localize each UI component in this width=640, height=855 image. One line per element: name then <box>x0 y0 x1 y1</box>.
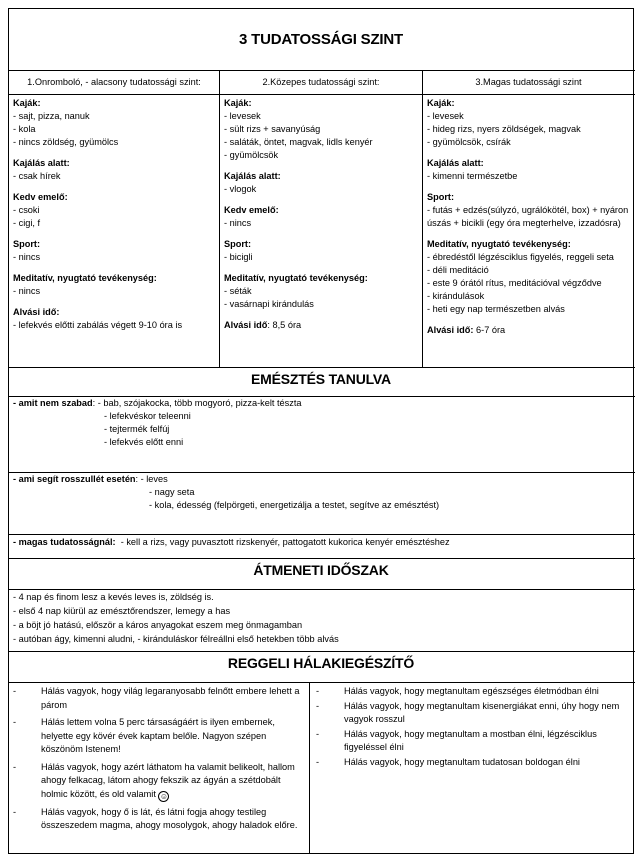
section-label: Kaják: <box>13 98 41 108</box>
helps-list <box>13 473 439 512</box>
document-title: 3 TUDATOSSÁGI SZINT <box>239 31 403 48</box>
list-item: - vlogok <box>224 184 257 194</box>
during-meal-section <box>13 157 215 183</box>
list-item: - kola, édesség (felpörgeti, energetizálja a testet, segítve az emésztést) <box>149 500 440 510</box>
section-label: Sport: <box>427 192 455 202</box>
forbidden-list <box>13 397 302 449</box>
digestion-title: EMÉSZTÉS TANULVA <box>251 370 391 387</box>
section-label: Kaják: <box>427 98 455 108</box>
section-label: Kajálás alatt: <box>427 158 484 168</box>
section-label: Kedv emelő: <box>224 205 279 215</box>
list-item-text: Hálás vagyok, hogy azért láthatom ha valamit belikeolt, hallom ahogy felkacag, látom ahogy fekszik az ágyán a szétdobált holmic között, és old valamit <box>41 761 295 799</box>
sleep-section <box>224 319 418 332</box>
sport-section <box>224 238 418 264</box>
list-item: - csak hírek <box>13 171 61 181</box>
gratitude-right-list <box>316 685 628 770</box>
meditative-section <box>427 238 630 316</box>
list-item <box>13 716 303 757</box>
list-item <box>316 756 628 770</box>
level-3-content <box>423 95 634 347</box>
forbidden-label: - amit nem szabad <box>13 398 93 408</box>
during-meal-section <box>224 170 418 196</box>
divider <box>8 682 635 683</box>
list-item: - gyümölcsök <box>224 150 279 160</box>
smiley-icon: ☺ <box>159 791 169 801</box>
gratitude-left-list <box>13 685 303 837</box>
list-item: - autóban ágy, kimenni aludni, - kiránduláskor félreállni első hetekben több alvás <box>13 634 339 644</box>
divider <box>8 534 635 535</box>
level-3-heading: 3.Magas tudatossági szint <box>475 76 582 87</box>
sport-section <box>13 238 215 264</box>
list-item <box>13 806 303 833</box>
list-item-text: Hálás lettem volna 5 perc társaságáért is ilyen embernek, helyette egy kövér évek kaptam belőle. Nagyon szépen köszönöm Istenem! <box>41 717 275 754</box>
list-item: - tejtermék felfúj <box>104 424 170 434</box>
gratitude-title: REGGELI HÁLAKIEGÉSZÍTŐ <box>227 654 415 671</box>
list-item <box>316 728 628 755</box>
level-1-content <box>9 95 219 342</box>
list-item-text: - bab, szójakocka, több mogyoró, pizza-kelt tészta <box>97 398 302 408</box>
list-item: - bicigli <box>224 252 253 262</box>
sleep-value: : 8,5 óra <box>267 320 302 330</box>
section-label: Meditatív, nyugtató tevékenység: <box>224 273 368 283</box>
list-item-text: Hálás vagyok, hogy megtanultam egészséges életmódban élni <box>344 686 599 696</box>
separator: : <box>92 398 98 408</box>
list-item: - vasárnapi kirándulás <box>224 299 314 309</box>
sleep-section <box>427 324 630 337</box>
dash: - <box>316 700 320 711</box>
high-awareness-text: - kell a rizs, vagy puvasztott rizskenyér, pattogatott kukorica kenyér emésztéshez <box>115 537 450 547</box>
list-item <box>316 700 628 727</box>
list-item: - futás + edzés(súlyzó, ugrálókötél, box) + nyáron úszás + bicikli (egy óra megterhelve, izzadósra) <box>427 205 629 228</box>
dash: - <box>13 717 17 727</box>
list-item: - sajt, pizza, nanuk <box>13 111 90 121</box>
dash: - <box>13 806 17 817</box>
section-label: Sport: <box>13 239 41 249</box>
section-label: Kajálás alatt: <box>13 158 70 168</box>
list-item: - cigi, f <box>13 218 41 228</box>
list-item-text: Hálás vagyok, hogy megtanultam tudatosan boldogan élni <box>344 756 580 767</box>
section-label: Sport: <box>224 239 252 249</box>
list-item: - saláták, öntet, magvak, lidls kenyér <box>224 137 373 147</box>
list-item: - nincs <box>13 286 41 296</box>
list-item: - levesek <box>224 111 261 121</box>
section-label: Meditatív, nyugtató tevékenység: <box>427 239 571 249</box>
section-label: Kajálás alatt: <box>224 171 281 181</box>
list-item-text: - leves <box>140 474 168 484</box>
dash: - <box>316 686 320 696</box>
list-item: - lefekvéskor teleenni <box>104 411 191 421</box>
meditative-section <box>224 272 418 311</box>
transition-list <box>13 590 339 646</box>
list-item: - sült rizs + savanyúság <box>224 124 321 134</box>
section-label: Alvási idő: <box>427 325 474 335</box>
dash: - <box>13 686 17 696</box>
sleep-value: 6-7 óra <box>473 325 506 335</box>
level-2-content <box>220 95 422 342</box>
list-item: - első 4 nap kiürül az emésztőrendszer, lemegy a has <box>13 606 231 616</box>
dash: - <box>13 761 17 772</box>
food-section <box>427 97 630 149</box>
sport-section <box>427 191 630 230</box>
food-section <box>13 97 215 149</box>
list-item: - este 9 órától rítus, meditációval végződve <box>427 278 602 288</box>
during-meal-section <box>427 157 630 183</box>
transition-title: ÁTMENETI IDŐSZAK <box>253 561 389 578</box>
column-divider <box>309 682 310 854</box>
section-label: Kaják: <box>224 98 252 108</box>
list-item-text: Hálás vagyok, hogy megtanultam a mostban élni, légzésciklus figyeléssel élni <box>344 728 597 752</box>
list-item: - a böjt jó hatású, először a káros anyagokat eszem meg önmagamban <box>13 620 303 630</box>
list-item: - nincs <box>224 218 252 228</box>
section-label: Alvási idő: <box>13 307 60 317</box>
section-label: Meditatív, nyugtató tevékenység: <box>13 273 157 283</box>
food-section <box>224 97 418 162</box>
section-label: Kedv emelő: <box>13 192 68 202</box>
list-item: - levesek <box>427 111 464 121</box>
helps-label: - ami segít rosszullét esetén <box>13 474 136 484</box>
dash: - <box>316 756 320 767</box>
list-item: - séták <box>224 286 252 296</box>
level-1-heading: 1.Onromboló, - alacsony tudatossági szint: <box>27 76 201 87</box>
list-item: - hideg rizs, nyers zöldségek, magvak <box>427 124 581 134</box>
list-item: - kirándulások <box>427 291 485 301</box>
list-item: - nincs zöldség, gyümölcs <box>13 137 119 147</box>
list-item: - 4 nap és finom lesz a kevés leves is, zöldség is. <box>13 592 214 602</box>
meditative-section <box>13 272 215 298</box>
list-item <box>13 685 303 712</box>
list-item <box>13 473 439 486</box>
list-item: - nincs <box>13 252 41 262</box>
list-item-text: Hálás vagyok, hogy világ legaranyosabb felnőtt embere lehett a párom <box>41 686 300 710</box>
level-2-heading: 2.Közepes tudatossági szint: <box>262 76 380 87</box>
sleep-section <box>13 306 215 332</box>
high-awareness-label: - magas tudatosságnál: <box>13 537 116 547</box>
list-item <box>13 761 303 802</box>
list-item: - déli meditáció <box>427 265 489 275</box>
list-item: - kola <box>13 124 36 134</box>
list-item: - gyümölcsök, csírák <box>427 137 511 147</box>
mood-booster-section <box>224 204 418 230</box>
mood-booster-section <box>13 191 215 230</box>
list-item: - nagy seta <box>149 487 195 497</box>
list-item: - ébredéstől légzésciklus figyelés, reggeli seta <box>427 252 614 262</box>
separator: : <box>135 474 141 484</box>
dash: - <box>316 728 320 739</box>
section-label: Alvási idő <box>224 320 268 330</box>
list-item: - heti egy nap természetben alvás <box>427 304 565 314</box>
list-item: - lefekvés előtt enni <box>104 437 184 447</box>
list-item-text: Hálás vagyok, hogy ő is lát, és látni fogja ahogy testileg összeszedem magma, ahogy mosolygok, ahogy haladok előre. <box>41 806 298 830</box>
high-awareness-row <box>13 536 450 549</box>
list-item: - csoki <box>13 205 40 215</box>
list-item <box>316 685 628 699</box>
list-item: - lefekvés előtti zabálás végett 9-10 óra is <box>13 320 183 330</box>
list-item <box>13 397 302 410</box>
list-item: - kimenni természetbe <box>427 171 518 181</box>
list-item-text: Hálás vagyok, hogy megtanultam kisenergiákat enni, úhy hogy nem vagyok rosszul <box>344 700 620 724</box>
